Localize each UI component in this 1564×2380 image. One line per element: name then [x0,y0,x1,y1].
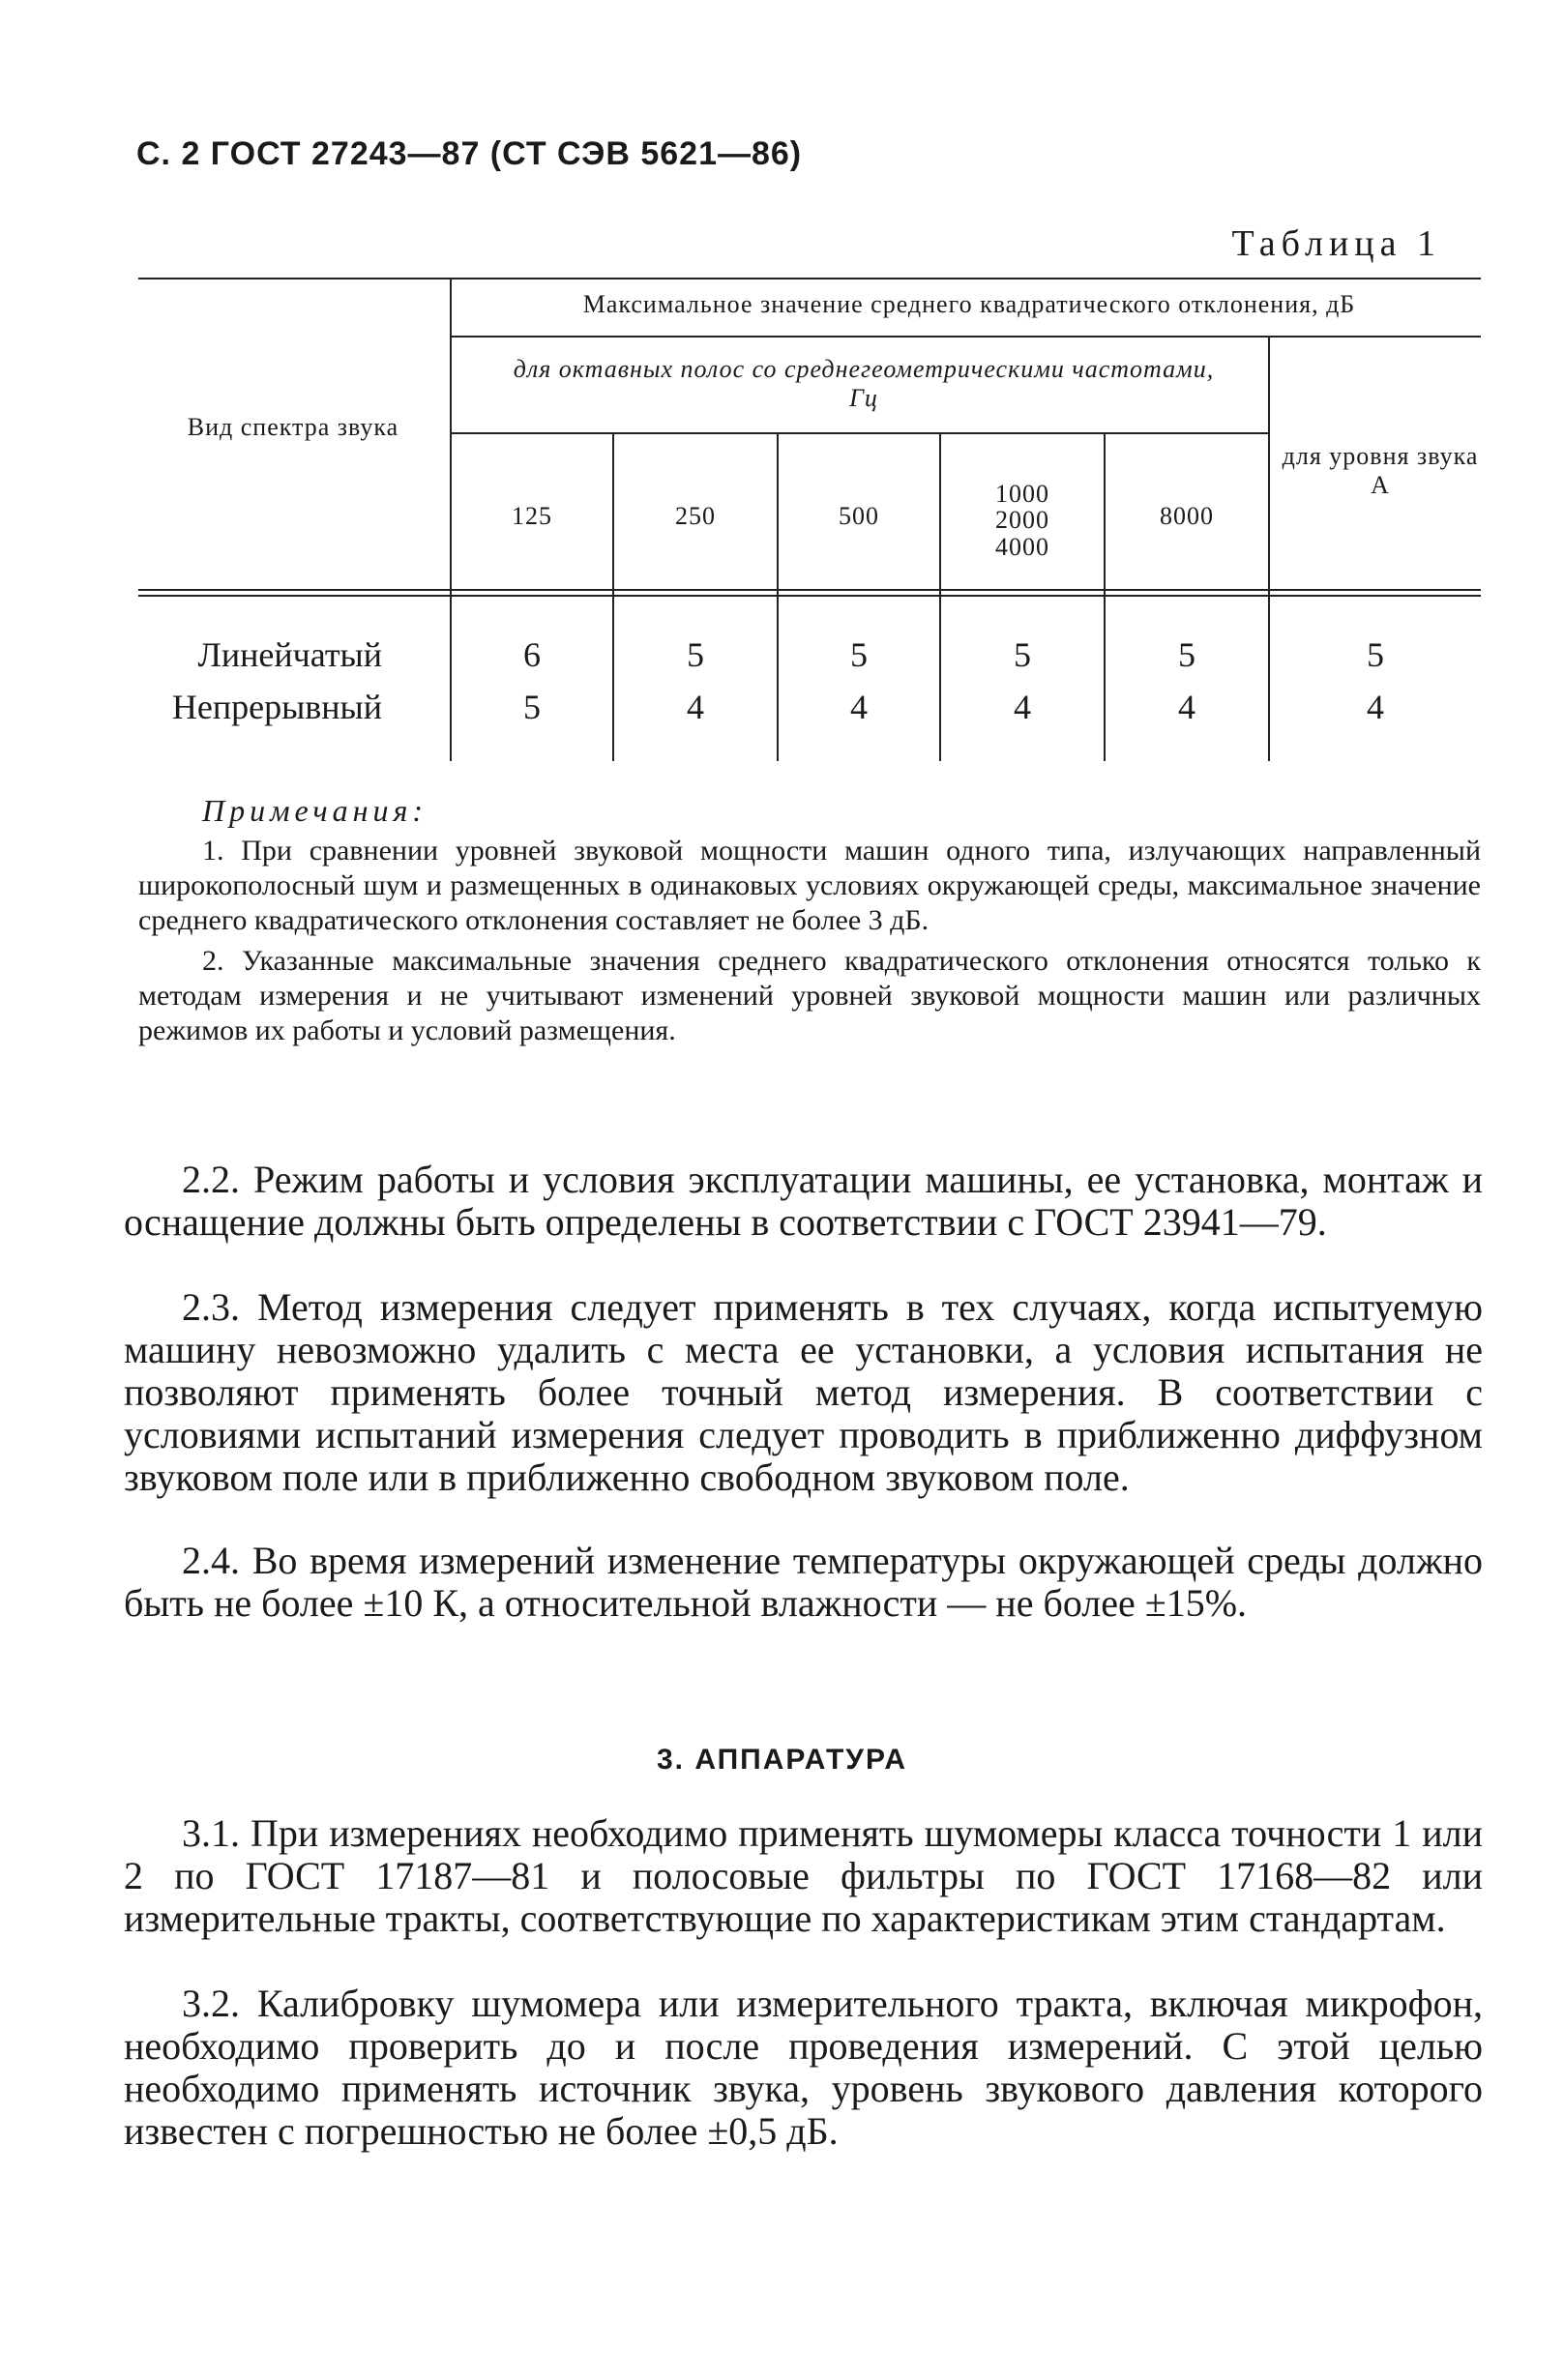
table-cell: 4 [850,688,868,726]
paragraph-2-3 [124,1286,1483,1499]
paragraph-3-2 [124,1983,1483,2153]
table-header-rule-1 [450,336,1481,338]
table-cell: 4 [1178,688,1195,726]
table-cell: 5 [1367,635,1384,674]
table-cell: 6 [523,635,541,674]
table-cell: 4 [687,688,704,726]
deviation-table [138,278,1481,761]
paragraph-2-2 [124,1159,1483,1244]
freq-125: 125 [512,502,552,530]
note-2: 2. Указанные максимальные значения среднего квадратического отклонения относятся только к методам измерения и не учитывают изменений уровней звуковой мощности машин или различных режимов их работы и условий размещения. [138,945,1481,1046]
page-header: С. 2 ГОСТ 27243—87 (СТ СЭВ 5621—86) [136,135,803,172]
table-top-rule [138,278,1481,279]
col-header-spectrum: Вид спектра звука [187,413,399,441]
row-label-line: Линейчатый [197,635,382,674]
notes-title: Примечания: [202,793,428,828]
paragraph-text: 3.1. При измерениях необходимо применять шумомеры класса точности 1 или 2 по ГОСТ 17187—81 и полосовые фильтры по ГОСТ 17168—82 или измерительные тракты, соответствующие по характеристикам этим стандартам. [124,1811,1483,1940]
table-cell: 5 [523,688,541,726]
table-cell: 5 [850,635,868,674]
table-cell: 5 [1014,635,1031,674]
table-notes [138,793,1481,1054]
freq-8000: 8000 [1160,502,1214,530]
table-header-rule-2 [450,432,1270,434]
freq-1000-4000: 1000 2000 4000 [995,480,1049,561]
paragraph-text: 3.2. Калибровку шумомера или измерительного тракта, включая микрофон, необходимо проверить до и после проведения измерений. С этой целью необходимо применять источник звука, уровень звукового давления которого известен с погрешностью не более ±0,5 дБ. [124,1982,1483,2153]
col-header-octave: для октавных полос со среднегеометрическими частотами, Гц [513,355,1215,412]
freq-500: 500 [839,502,879,530]
table-cell: 5 [1178,635,1195,674]
table-cell: 4 [1014,688,1031,726]
table-cell: 4 [1367,688,1384,726]
table-cell: 5 [687,635,704,674]
table-header-bottom-rule-2 [138,595,1481,597]
section-title-apparatus: 3. АППАРАТУРА [657,1744,907,1776]
paragraph-2-4 [124,1540,1483,1625]
paragraph-text: 2.4. Во время измерений изменение температуры окружающей среды должно быть не более ±10 К, а относительной влажности — не более ±15%. [124,1539,1483,1625]
paragraph-text: 2.2. Режим работы и условия эксплуатации машины, ее установка, монтаж и оснащение должны быть определены в соответствии с ГОСТ 23941—79. [124,1158,1483,1244]
table-caption: Таблица 1 [1231,223,1441,264]
freq-250: 250 [675,502,716,530]
col-header-max: Максимальное значение среднего квадратического отклонения, дБ [582,290,1356,318]
col-header-level-a: для уровня звука A [1282,442,1479,499]
table-header-bottom-rule [138,589,1481,591]
paragraph-3-1 [124,1812,1483,1940]
note-1: 1. При сравнении уровней звуковой мощности машин одного типа, излучающих направленный широкополосный шум и размещенных в одинаковых условиях окружающей среды, максимальное значение среднего квадратического отклонения составляет не более 3 дБ. [138,835,1481,936]
row-label-continuous: Непрерывный [171,688,382,726]
paragraph-text: 2.3. Метод измерения следует применять в тех случаях, когда испытуемую машину невозможно удалить с места ее установки, а условия испытания не позволяют применять более точный метод измерения. В соответствии с условиями испытаний измерения следует проводить в приближенно диффузном звуковом поле или в приближенно свободном звуковом поле. [124,1285,1483,1499]
